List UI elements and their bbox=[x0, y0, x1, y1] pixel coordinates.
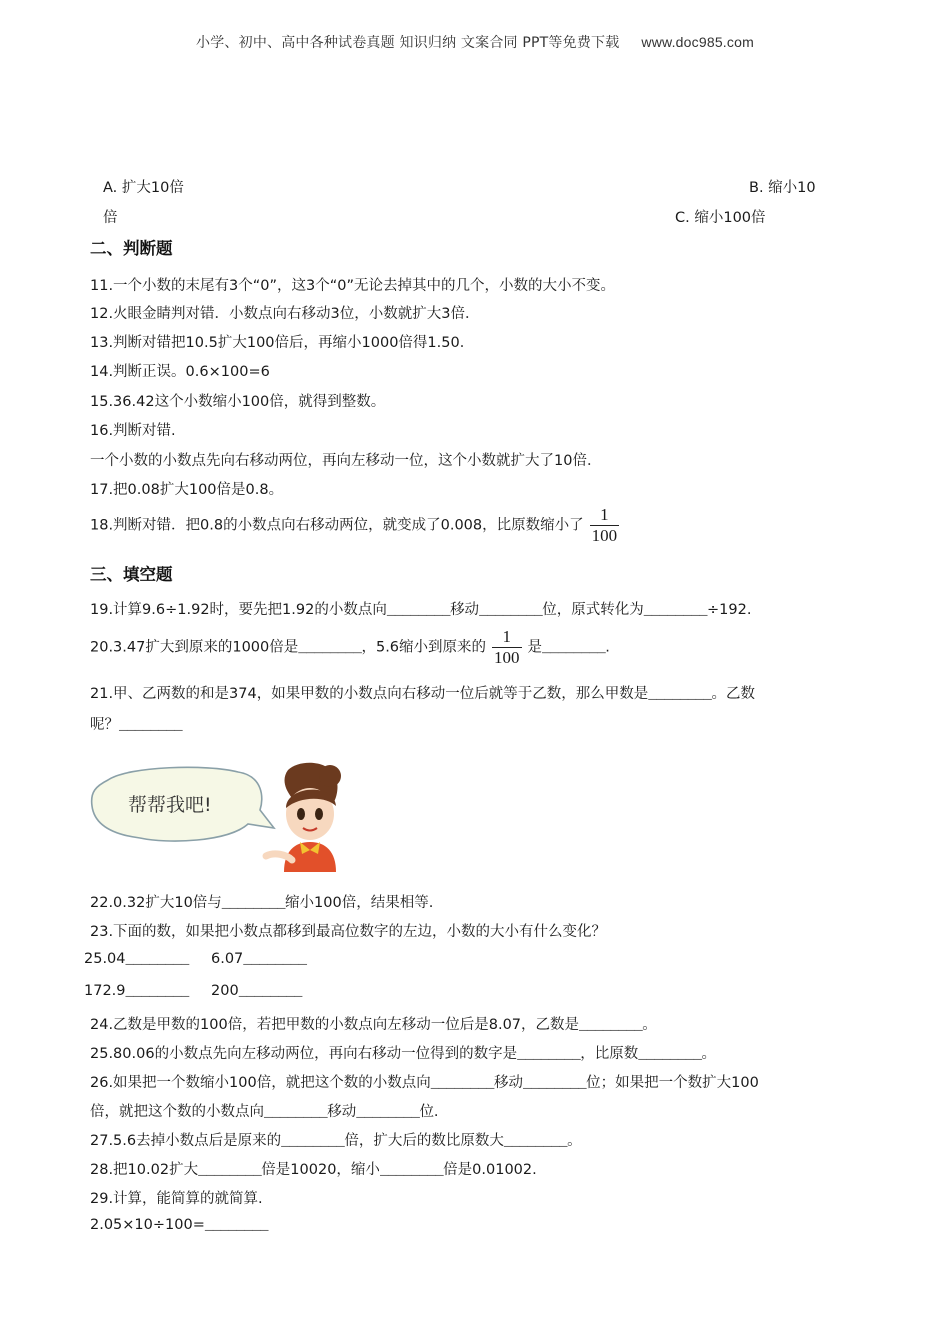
girl-help-illustration bbox=[88, 762, 348, 872]
answer-blank[interactable]: ________ bbox=[542, 640, 606, 657]
answer-blank[interactable]: ________ bbox=[198, 1163, 262, 1179]
question-13: 13.判断对错把10.5扩大100倍后，再缩小1000倍得1.50． bbox=[90, 335, 475, 351]
fraction-one-hundredth: $\frac{1}{100}$ bbox=[494, 627, 520, 667]
question-17: 17.把0.08扩大100倍是0.8。 bbox=[90, 482, 284, 498]
answer-blank[interactable]: ________ bbox=[356, 1105, 420, 1121]
answer-blank[interactable]: ________ bbox=[204, 1218, 269, 1234]
answer-blank[interactable]: ________ bbox=[517, 1047, 581, 1063]
bubble-text: 帮帮我吧! bbox=[128, 794, 212, 816]
answer-blank[interactable]: ________ bbox=[430, 1076, 494, 1092]
question-26-cont: 倍，就把这个数的小数点向________移动________位. bbox=[90, 1104, 439, 1121]
question-20: 20.3.47扩大到原来的1000倍是________，5.6缩小到原来的 $\frac{1}{100}$ 是________. bbox=[90, 627, 610, 667]
question-16-statement: 一个小数的小数点先向右移动两位，再向左移动一位，这个小数就扩大了10倍． bbox=[90, 453, 602, 469]
answer-blank[interactable]: ________ bbox=[638, 1047, 702, 1063]
answer-blank[interactable]: ________ bbox=[238, 984, 302, 1000]
answer-blank[interactable]: ________ bbox=[281, 1134, 345, 1150]
answer-blank[interactable]: ________ bbox=[648, 687, 712, 703]
answer-blank[interactable]: ________ bbox=[579, 1018, 643, 1034]
answer-blank[interactable]: ________ bbox=[264, 1105, 328, 1121]
fraction-one-hundredth: $\frac{1}{100}$ bbox=[591, 505, 618, 545]
question-11: 11.一个小数的末尾有3个“0”，这3个“0”无论去掉其中的几个，小数的大小不变。 bbox=[90, 278, 616, 294]
question-27: 27.5.6去掉小数点后是原来的________倍，扩大后的数比原数大________。 bbox=[90, 1133, 582, 1150]
q23-item-1: 25.04________ bbox=[84, 951, 189, 968]
question-23: 23.下面的数，如果把小数点都移到最高位数字的左边，小数的大小有什么变化？ bbox=[90, 924, 607, 940]
answer-blank[interactable]: ________ bbox=[119, 718, 183, 734]
option-b-continued: 倍 bbox=[103, 210, 118, 226]
q23-item-4: 200________ bbox=[211, 983, 302, 1000]
girl-figure bbox=[266, 763, 341, 872]
option-c: C. 缩小100倍 bbox=[675, 210, 766, 226]
question-21: 21.甲、乙两数的和是374，如果甲数的小数点向右移动一位后就等于乙数，那么甲数是________。乙数 bbox=[90, 686, 755, 703]
option-b: B. 缩小10 bbox=[749, 180, 816, 196]
q23-item-2: 6.07________ bbox=[211, 951, 307, 968]
question-18 bbox=[90, 505, 625, 546]
header-text: 小学、初中、高中各种试卷真题 知识归纳 文案合同 PPT等免费下载 bbox=[196, 35, 620, 51]
header-url[interactable]: www.doc985.com bbox=[641, 34, 754, 50]
question-15: 15.36.42这个小数缩小100倍，就得到整数。 bbox=[90, 394, 386, 410]
question-19: 19.计算9.6÷1.92时，要先把1.92的小数点向________移动________位，原式转化为________÷192. bbox=[90, 602, 752, 619]
answer-blank[interactable]: ________ bbox=[522, 1076, 587, 1092]
answer-blank[interactable]: ________ bbox=[643, 603, 707, 619]
question-14: 14.判断正误。0.6×100=6 bbox=[90, 364, 270, 380]
option-a: A. 扩大10倍 bbox=[103, 180, 184, 196]
question-24: 24.乙数是甲数的100倍，若把甲数的小数点向左移动一位后是8.07，乙数是________。 bbox=[90, 1017, 657, 1034]
q23-item-3: 172.9________ bbox=[84, 983, 189, 1000]
answer-blank[interactable]: ________ bbox=[298, 640, 362, 657]
page-header bbox=[0, 32, 950, 52]
question-22: 22.0.32扩大10倍与________缩小100倍，结果相等. bbox=[90, 895, 434, 912]
answer-blank[interactable]: ________ bbox=[386, 603, 451, 619]
answer-blank[interactable]: ________ bbox=[379, 1163, 444, 1179]
answer-blank[interactable]: ________ bbox=[503, 1134, 568, 1150]
question-25: 25.80.06的小数点先向左移动两位，再向右移动一位得到的数字是________，比原数________。 bbox=[90, 1046, 717, 1063]
answer-blank[interactable]: ________ bbox=[243, 952, 307, 968]
question-29a: 2.05×10÷100=________ bbox=[90, 1217, 269, 1234]
answer-blank[interactable]: ________ bbox=[479, 603, 543, 619]
section-title-judgement: 二、判断题 bbox=[90, 239, 173, 258]
question-16: 16.判断对错. bbox=[90, 423, 176, 439]
answer-blank[interactable]: ________ bbox=[221, 896, 286, 912]
question-29: 29.计算，能简算的就简算. bbox=[90, 1191, 263, 1207]
answer-blank[interactable]: ________ bbox=[125, 952, 189, 968]
answer-blank[interactable]: ________ bbox=[125, 984, 189, 1000]
section-title-fill-in: 三、填空题 bbox=[90, 565, 173, 584]
question-12: 12.火眼金睛判对错．小数点向右移动3位，小数就扩大3倍． bbox=[90, 306, 480, 322]
question-26: 26.如果把一个数缩小100倍，就把这个数的小数点向________移动________位；如果把一个数扩大100 bbox=[90, 1075, 759, 1092]
question-21-cont: 呢？________ bbox=[90, 717, 183, 734]
question-28: 28.把10.02扩大________倍是10020，缩小________倍是0.01002. bbox=[90, 1162, 537, 1179]
question-18-text: 18.判断对错．把0.8的小数点向右移动两位，就变成了0.008，比原数缩小了 bbox=[90, 517, 584, 534]
